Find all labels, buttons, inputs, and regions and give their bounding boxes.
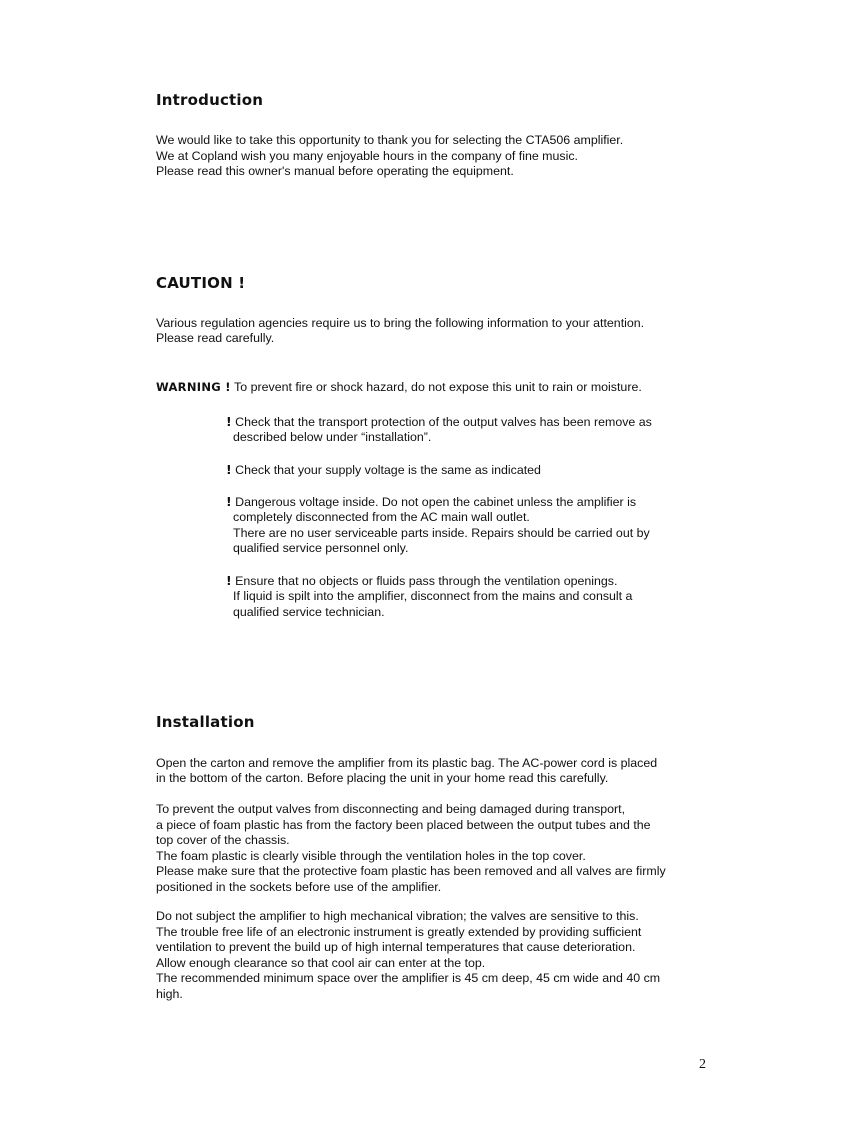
page-number: 2 xyxy=(699,1057,706,1072)
installation-line: high. xyxy=(156,986,183,1001)
installation-line: The foam plastic is clearly visible through the ventilation holes in the top cover. xyxy=(156,848,586,863)
exclamation-icon: ! xyxy=(226,494,232,509)
installation-line: ventilation to prevent the build up of high internal temperatures that cause deterioration. xyxy=(156,940,636,954)
caution-bullet xyxy=(226,462,541,479)
caution-heading: CAUTION ! xyxy=(156,274,246,292)
installation-heading: Installation xyxy=(156,713,255,731)
caution-bullet xyxy=(226,414,652,431)
exclamation-icon: ! xyxy=(226,414,232,429)
installation-line: The trouble free life of an electronic instrument is greatly extended by providing sufficient xyxy=(156,924,642,939)
warning-label: WARNING ! xyxy=(156,380,231,394)
bullet-continuation: completely disconnected from the AC main wall outlet. xyxy=(233,510,530,524)
caution-line: Various regulation agencies require us to bring the following information to your attention. xyxy=(156,316,645,330)
intro-line: We would like to take this opportunity to thank you for selecting the CTA506 amplifier. xyxy=(156,133,624,147)
warning-text: To prevent fire or shock hazard, do not expose this unit to rain or moisture. xyxy=(230,380,642,394)
installation-line: Do not subject the amplifier to high mechanical vibration; the valves are sensitive to this. xyxy=(156,909,639,923)
installation-line: Please make sure that the protective foam plastic has been removed and all valves are firmly xyxy=(156,864,666,878)
installation-line: in the bottom of the carton. Before placing the unit in your home read this carefully. xyxy=(156,771,609,785)
bullet-text: Ensure that no objects or fluids pass through the ventilation openings. xyxy=(231,574,618,588)
bullet-continuation: If liquid is spilt into the amplifier, disconnect from the mains and consult a xyxy=(233,589,633,603)
caution-line: Please read carefully. xyxy=(156,331,275,345)
exclamation-icon: ! xyxy=(226,462,232,477)
installation-line: Open the carton and remove the amplifier from its plastic bag. The AC-power cord is placed xyxy=(156,756,658,770)
bullet-continuation: qualified service personnel only. xyxy=(233,541,409,555)
caution-bullet xyxy=(226,573,617,590)
bullet-text: Dangerous voltage inside. Do not open the cabinet unless the amplifier is xyxy=(231,495,637,509)
installation-line: To prevent the output valves from disconnecting and being damaged during transport, xyxy=(156,802,626,816)
intro-heading: Introduction xyxy=(156,91,264,109)
bullet-continuation: There are no user serviceable parts inside. Repairs should be carried out by xyxy=(233,526,650,540)
installation-line: top cover of the chassis. xyxy=(156,833,290,847)
exclamation-icon: ! xyxy=(226,573,232,588)
intro-line: We at Copland wish you many enjoyable hours in the company of fine music. xyxy=(156,148,578,163)
installation-line: a piece of foam plastic has from the factory been placed between the output tubes and the xyxy=(156,817,651,832)
bullet-text: Check that the transport protection of the output valves has been remove as xyxy=(231,415,652,429)
bullet-continuation: described below under “installation”. xyxy=(233,430,432,444)
caution-bullet xyxy=(226,494,636,511)
bullet-text: Check that your supply voltage is the same as indicated xyxy=(231,463,541,477)
warning-line xyxy=(156,380,642,396)
intro-line: Please read this owner's manual before operating the equipment. xyxy=(156,164,514,178)
installation-line: The recommended minimum space over the amplifier is 45 cm deep, 45 cm wide and 40 cm xyxy=(156,971,661,985)
installation-line: positioned in the sockets before use of the amplifier. xyxy=(156,879,442,894)
bullet-continuation: qualified service technician. xyxy=(233,605,385,619)
installation-line: Allow enough clearance so that cool air can enter at the top. xyxy=(156,955,486,970)
